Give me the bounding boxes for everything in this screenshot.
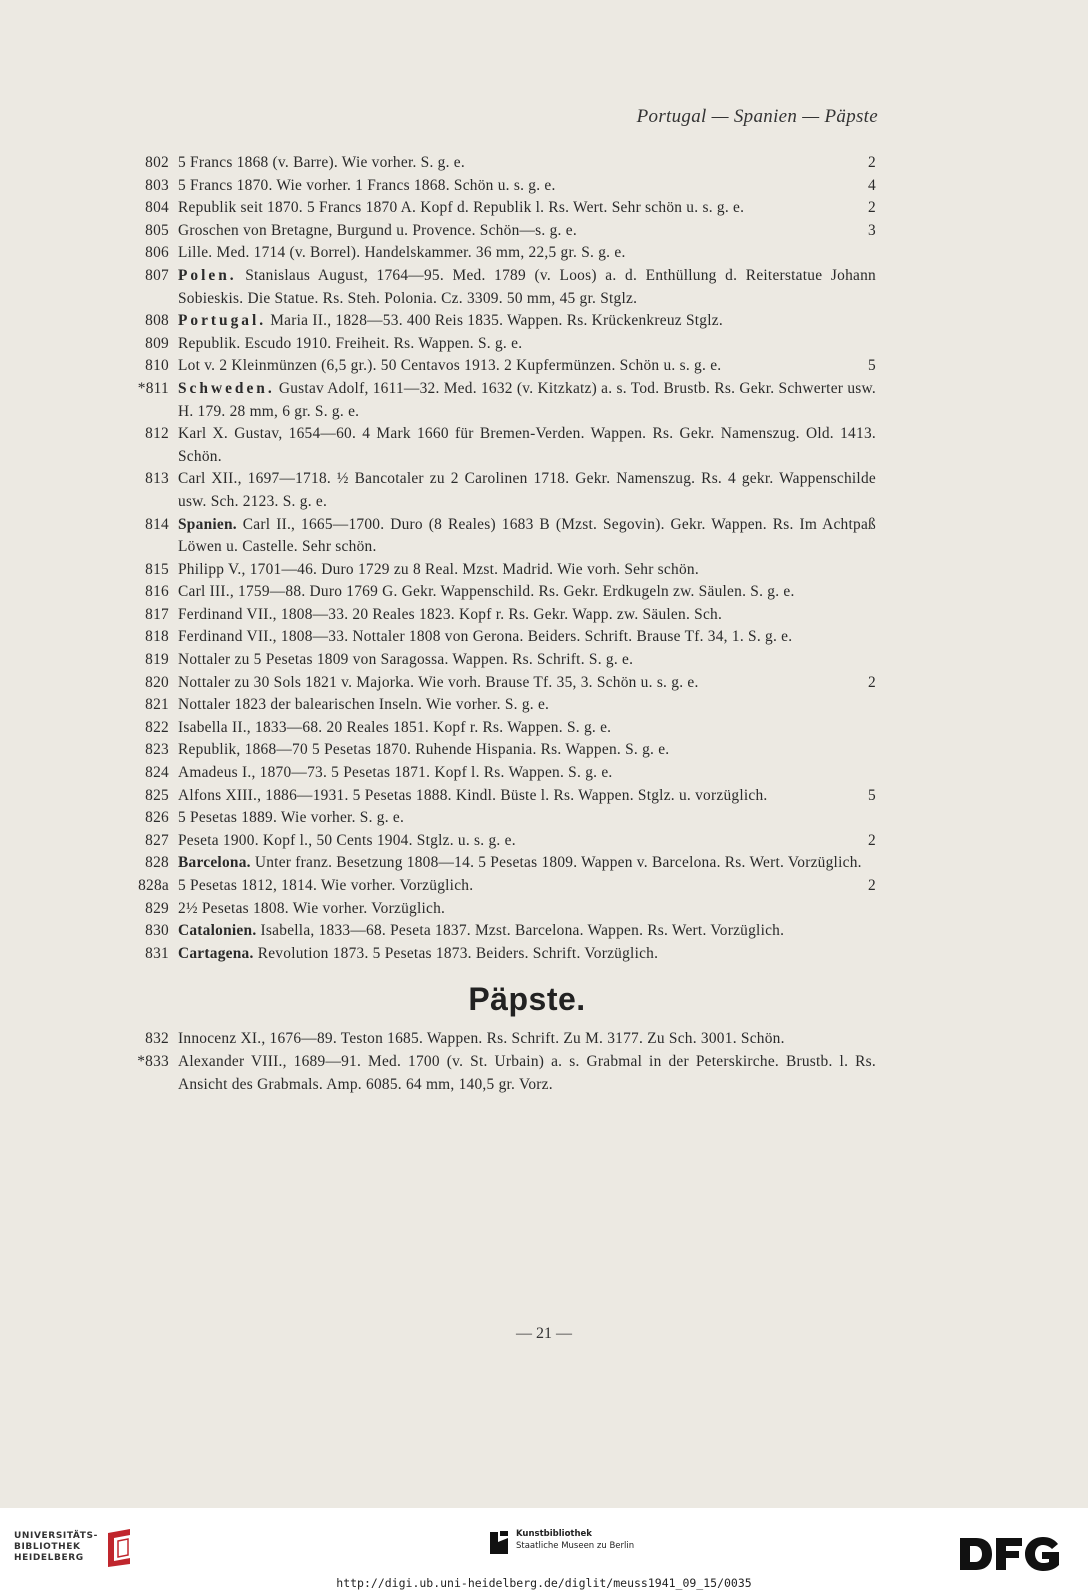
entry-body: [178, 152, 876, 175]
entry-number: 821: [145, 696, 169, 714]
kunstbibliothek-subtitle: Staatliche Museen zu Berlin: [516, 1541, 635, 1551]
entry-text: Gustav Adolf, 1611—32. Med. 1632 (v. Kitzkatz) a. s. Tod. Brustb. Rs. Gekr. Schwerter usw. H. 179. 28 mm, 6 gr. S. g. e.: [178, 379, 876, 420]
entry-body: [178, 220, 876, 243]
entry-text: Isabella II., 1833—68. 20 Reales 1851. Kopf r. Rs. Wappen. S. g. e.: [178, 718, 612, 736]
entry-number: *811: [137, 379, 169, 397]
entry-text: Amadeus I., 1870—73. 5 Pesetas 1871. Kopf l. Rs. Wappen. S. g. e.: [178, 764, 613, 782]
entry-body: [178, 355, 876, 378]
entry-text: Isabella, 1833—68. Peseta 1837. Mzst. Barcelona. Wappen. Rs. Wert. Vorzüglich.: [260, 922, 785, 940]
entry-number: 809: [145, 334, 169, 352]
entry-text: Groschen von Bretagne, Burgund u. Provence. Schön—s. g. e.: [178, 221, 577, 239]
entry-number: 832: [145, 1030, 169, 1048]
entry-body: [178, 875, 876, 898]
catalog-entry: [130, 310, 876, 333]
entry-price: 2: [868, 877, 876, 894]
entry-text: Nottaler zu 30 Sols 1821 v. Majorka. Wie vorh. Brause Tf. 35, 3. Schön u. s. g. e.: [178, 673, 699, 691]
entry-price: 5: [868, 786, 876, 804]
entry-text: Stanislaus August, 1764—95. Med. 1789 (v. Loos) a. d. Enthüllung d. Reiterstatue Johann Sobieskis. Die Statue. Rs. Steh. Polonia. Cz. 3309. 50 mm, 45 gr. Stglz.: [178, 266, 876, 307]
catalog-entry: [130, 242, 876, 265]
entry-number: 814: [145, 515, 169, 533]
section-entries: [130, 1028, 876, 1096]
entry-region: Barcelona.: [178, 854, 251, 872]
entry-body: [178, 604, 876, 627]
entry-body: [178, 807, 876, 830]
catalog-entry: [130, 649, 876, 672]
entry-text: 2½ Pesetas 1808. Wie vorher. Vorzüglich.: [178, 899, 446, 917]
entry-number: 823: [145, 741, 169, 759]
entry-number: 826: [145, 809, 169, 827]
entry-text: Nottaler 1823 der balearischen Inseln. Wie vorher. S. g. e.: [178, 696, 550, 714]
entry-text: Philipp V., 1701—46. Duro 1729 zu 8 Real. Mzst. Madrid. Wie vorh. Sehr schön.: [178, 560, 699, 578]
entry-text: 5 Pesetas 1812, 1814. Wie vorher. Vorzüglich.: [178, 877, 474, 894]
entry-body: [178, 265, 876, 310]
catalog-entry: [130, 717, 876, 740]
catalog-entry: [130, 920, 876, 943]
entry-region: Cartagena.: [178, 944, 254, 962]
entry-text: Karl X. Gustav, 1654—60. 4 Mark 1660 für Bremen-Verden. Wappen. Rs. Gekr. Namenszug. Old. 1413. Schön.: [178, 425, 876, 465]
entry-number: 804: [145, 199, 169, 217]
section-title: Päpste.: [468, 981, 586, 1018]
catalog-entry: [130, 852, 876, 875]
footer-bar: [0, 1508, 1088, 1593]
entry-body: [178, 672, 876, 695]
entry-body: [178, 694, 876, 717]
entry-country: Polen.: [178, 266, 237, 284]
entry-body: [178, 514, 876, 559]
entry-text: Peseta 1900. Kopf l., 50 Cents 1904. Stglz. u. s. g. e.: [178, 831, 516, 849]
entry-text: Republik seit 1870. 5 Francs 1870 A. Kopf d. Republik l. Rs. Wert. Sehr schön u. s. g. e.: [178, 199, 745, 217]
entry-body: [178, 1051, 876, 1096]
catalog-entry: [130, 333, 876, 356]
entry-text: 5 Francs 1870. Wie vorher. 1 Francs 1868. Schön u. s. g. e.: [178, 176, 556, 194]
entry-text: Revolution 1873. 5 Pesetas 1873. Beiders. Schrift. Vorzüglich.: [257, 944, 659, 962]
catalog-entry: [130, 604, 876, 627]
entry-number: 815: [145, 560, 169, 578]
entry-text: Unter franz. Besetzung 1808—14. 5 Pesetas 1809. Wappen v. Barcelona. Rs. Wert. Vorzüglich.: [254, 854, 862, 872]
catalog-entry: [130, 898, 876, 921]
entry-number: 820: [145, 673, 169, 691]
entry-body: [178, 830, 876, 853]
entry-text: 5 Pesetas 1889. Wie vorher. S. g. e.: [178, 809, 405, 827]
entry-body: [178, 378, 876, 423]
catalog-entry: [130, 1051, 876, 1096]
kunstbibliothek-name: Kunstbibliothek: [516, 1529, 592, 1539]
entry-list: [130, 152, 876, 1096]
entry-number: 818: [145, 628, 169, 646]
catalog-entry: [130, 468, 876, 513]
entry-text: Nottaler zu 5 Pesetas 1809 von Saragossa. Wappen. Rs. Schrift. S. g. e.: [178, 651, 634, 669]
entry-text: Republik, 1868—70 5 Pesetas 1870. Ruhende Hispania. Rs. Wappen. S. g. e.: [178, 741, 670, 759]
catalog-entry: [130, 197, 876, 220]
entry-body: [178, 468, 876, 513]
entry-price: 4: [868, 176, 876, 194]
entry-body: [178, 943, 876, 966]
entry-body: [178, 1028, 876, 1051]
entry-price: 2: [868, 154, 876, 171]
entry-number: 812: [145, 425, 169, 443]
catalog-entry: [130, 220, 876, 243]
entry-number: 829: [145, 899, 169, 917]
kunstbibliothek-logo[interactable]: [488, 1528, 634, 1556]
entry-number: 822: [145, 718, 169, 736]
entry-text: Carl II., 1665—1700. Duro (8 Reales) 1683 B (Mzst. Segovin). Gekr. Wappen. Rs. Im Achtpaß Löwen u. Castelle. Sehr schön.: [178, 515, 876, 556]
entry-number: 827: [145, 831, 169, 849]
entry-text: Alexander VIII., 1689—91. Med. 1700 (v. St. Urbain) a. s. Grabmal in der Peterskirche. Brustb. l. Rs. Ansicht des Grabmals. Amp. 6085. 64 mm, 140,5 gr. Vorz.: [178, 1052, 876, 1093]
entry-number: 817: [145, 605, 169, 623]
dfg-logo[interactable]: [958, 1536, 1062, 1577]
entry-number: 802: [145, 154, 169, 171]
entry-body: [178, 649, 876, 672]
catalog-entry: [130, 785, 876, 808]
entry-number: 831: [145, 944, 169, 962]
entry-price: 2: [868, 673, 876, 691]
catalog-entry: [130, 694, 876, 717]
dfg-logo-icon: [958, 1536, 1062, 1572]
entry-body: [178, 762, 876, 785]
catalog-entry: [130, 378, 876, 423]
catalog-entry: [130, 514, 876, 559]
entry-number: 828: [145, 854, 169, 872]
entry-body: [178, 785, 876, 808]
entry-text: Lot v. 2 Kleinmünzen (6,5 gr.). 50 Centavos 1913. 2 Kupfermünzen. Schön u. s. g. e.: [178, 357, 722, 375]
entry-text: Ferdinand VII., 1808—33. 20 Reales 1823. Kopf r. Rs. Gekr. Wapp. zw. Säulen. Sch.: [178, 605, 723, 623]
entry-body: [178, 175, 876, 198]
catalog-entry: [130, 807, 876, 830]
catalog-entry: [130, 355, 876, 378]
catalog-entry: [130, 626, 876, 649]
entry-body: [178, 559, 876, 582]
entry-body: [178, 852, 876, 875]
entry-number: *833: [137, 1052, 169, 1070]
entry-body: [178, 739, 876, 762]
catalog-entry: [130, 875, 876, 898]
entry-text: Lille. Med. 1714 (v. Borrel). Handelskammer. 36 mm, 22,5 gr. S. g. e.: [178, 244, 626, 262]
catalog-entry: [130, 830, 876, 853]
entry-text: Alfons XIII., 1886—1931. 5 Pesetas 1888. Kindl. Büste l. Rs. Wappen. Stglz. u. vorzüglich.: [178, 786, 768, 804]
source-url[interactable]: http://digi.ub.uni-heidelberg.de/diglit/meuss1941_09_15/0035: [336, 1576, 752, 1590]
entry-body: [178, 898, 876, 921]
catalog-entry: [130, 1028, 876, 1051]
entry-number: 810: [145, 357, 169, 375]
entry-region: Spanien.: [178, 515, 237, 533]
entry-number: 830: [145, 922, 169, 940]
entry-body: [178, 581, 876, 604]
catalog-entry: [130, 175, 876, 198]
entry-number: 806: [145, 244, 169, 262]
catalog-entry: [130, 559, 876, 582]
entry-price: 2: [868, 199, 876, 217]
entry-text: Republik. Escudo 1910. Freiheit. Rs. Wappen. S. g. e.: [178, 334, 523, 352]
entry-body: [178, 920, 876, 943]
entry-body: [178, 717, 876, 740]
catalog-entry: [130, 943, 876, 966]
entry-body: [178, 310, 876, 333]
entry-price: 5: [868, 357, 876, 375]
running-title: Portugal — Spanien — Päpste: [636, 106, 878, 127]
entry-country: Portugal.: [178, 312, 267, 330]
entry-body: [178, 423, 876, 468]
entry-text: 5 Francs 1868 (v. Barre). Wie vorher. S. g. e.: [178, 154, 465, 171]
entry-price: 3: [868, 221, 876, 239]
entry-number: 819: [145, 651, 169, 669]
catalog-entry: [130, 762, 876, 785]
entry-body: [178, 333, 876, 356]
kunstbibliothek-icon: [488, 1528, 510, 1556]
entry-text: Ferdinand VII., 1808—33. Nottaler 1808 von Gerona. Beiders. Schrift. Brause Tf. 34, 1. S. g. e.: [178, 628, 793, 646]
entry-number: 803: [145, 176, 169, 194]
entry-country: Schweden.: [178, 379, 275, 397]
catalog-entry: [130, 581, 876, 604]
entry-number: 828a: [138, 877, 169, 894]
university-library-name: UNIVERSITÄTS- BIBLIOTHEK HEIDELBERG: [14, 1530, 98, 1563]
entry-text: Carl XII., 1697—1718. ½ Bancotaler zu 2 Carolinen 1718. Gekr. Namenszug. Rs. 4 gekr. Wappenschilde usw. Sch. 2123. S. g. e.: [178, 470, 876, 510]
entry-number: 816: [145, 583, 169, 601]
entry-text: Innocenz XI., 1676—89. Teston 1685. Wappen. Rs. Schrift. Zu M. 3177. Zu Sch. 3001. Schön.: [178, 1030, 785, 1048]
page-number: — 21 —: [516, 1325, 572, 1342]
entry-number: 824: [145, 764, 169, 782]
entry-region: Catalonien.: [178, 922, 257, 940]
catalog-entry: [130, 265, 876, 310]
entry-number: 813: [145, 470, 169, 488]
entry-body: [178, 197, 876, 220]
catalog-entry: [130, 152, 876, 175]
catalog-entry: [130, 672, 876, 695]
main-entries: [130, 152, 876, 965]
entry-body: [178, 242, 876, 265]
university-library-logo[interactable]: [14, 1527, 134, 1567]
entry-price: 2: [868, 831, 876, 849]
entry-number: 805: [145, 221, 169, 239]
university-logo-icon: [104, 1527, 134, 1567]
entry-body: [178, 626, 876, 649]
entry-number: 807: [145, 266, 169, 284]
entry-text: Maria II., 1828—53. 400 Reis 1835. Wappen. Rs. Krückenkreuz Stglz.: [270, 312, 723, 330]
catalog-entry: [130, 423, 876, 468]
entry-number: 825: [145, 786, 169, 804]
catalog-entry: [130, 739, 876, 762]
entry-text: Carl III., 1759—88. Duro 1769 G. Gekr. Wappenschild. Rs. Gekr. Erdkugeln zw. Säulen. S. g. e.: [178, 583, 795, 601]
entry-number: 808: [145, 312, 169, 330]
